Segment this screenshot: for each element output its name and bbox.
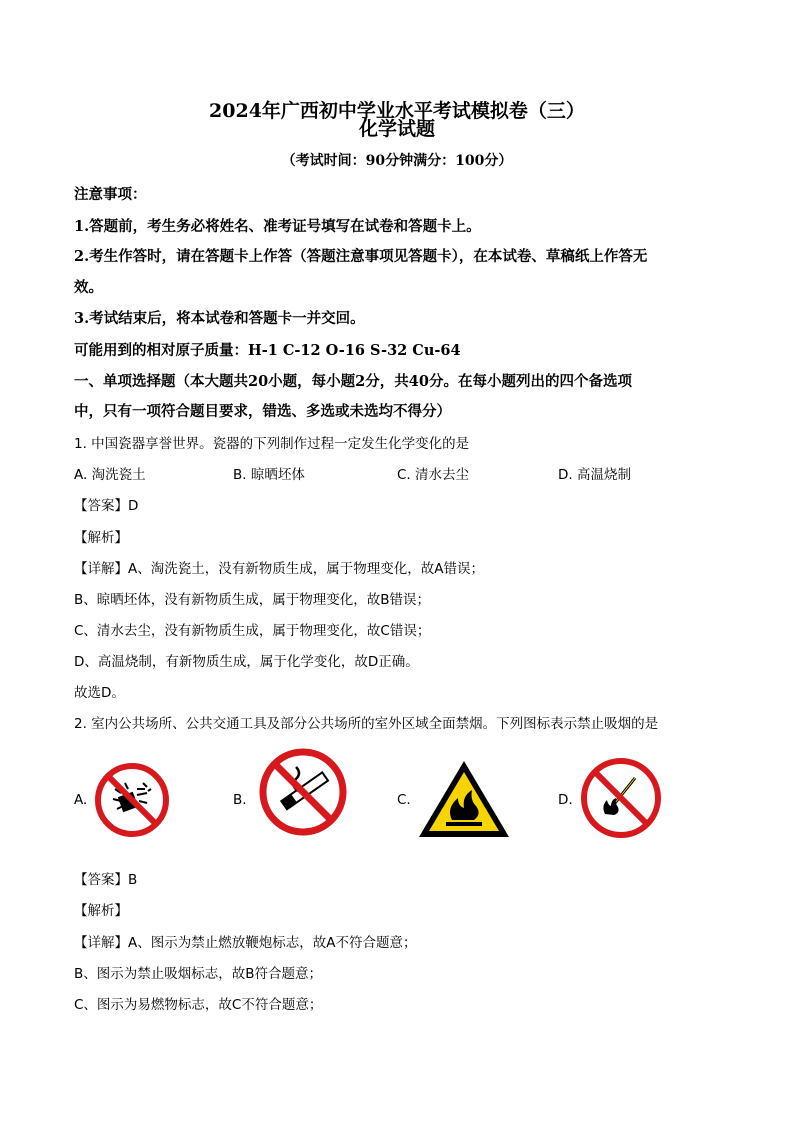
- q1-option-b: B. 晾晒坯体: [233, 467, 305, 483]
- q2-detail-b: B、图示为禁止吸烟标志，故B符合题意；: [74, 966, 323, 982]
- q1-detail: 【详解】A、淘洗瓷土，没有新物质生成，属于物理变化，故A错误；: [74, 561, 484, 577]
- exam-title: 2024年广西初中学业水平考试模拟卷（三）: [209, 100, 585, 122]
- flammable-warning-icon: [416, 758, 512, 840]
- q1-detail-d: D、高温烧制，有新物质生成，属于化学变化，故D正确。: [74, 654, 419, 670]
- atomic-mass: 可能用到的相对原子质量：H-1 C-12 O-16 S-32 Cu-64: [74, 342, 461, 359]
- notice-item-2-cont: 效。: [74, 279, 103, 296]
- notice-item-3: 3.考试结束后，将本试卷和答题卡一并交回。: [74, 310, 365, 327]
- q1-option-d: D. 高温烧制: [558, 467, 631, 483]
- q2-stem: 2. 室内公共场所、公共交通工具及部分公共场所的室外区域全面禁烟。下列图标表示禁止吸烟的是: [74, 716, 659, 732]
- q2-answer: 【答案】B: [74, 872, 138, 888]
- no-smoking-icon: [258, 747, 348, 837]
- no-matches-icon: [579, 756, 663, 840]
- q1-conclusion: 故选D。: [74, 685, 125, 701]
- q1-option-a: A. 淘洗瓷土: [74, 467, 146, 483]
- section-heading: 一、单项选择题（本大题共20小题，每小题2分，共40分。在每小题列出的四个备选项: [74, 373, 632, 390]
- q2-detail-c: C、图示为易燃物标志，故C不符合题意；: [74, 997, 323, 1013]
- q2-option-b: B.: [233, 792, 247, 808]
- exam-info: （考试时间：90分钟满分：100分）: [281, 153, 513, 169]
- q1-answer: 【答案】D: [74, 498, 139, 514]
- q1-analysis: 【解析】: [74, 530, 128, 546]
- q2-option-d: D.: [558, 792, 573, 808]
- exam-subject: 化学试题: [358, 118, 435, 140]
- no-firecrackers-icon: [93, 761, 171, 839]
- notice-item-1: 1.答题前，考生务必将姓名、准考证号填写在试卷和答题卡上。: [74, 218, 481, 235]
- notice-item-2: 2.考生作答时，请在答题卡上作答（答题注意事项见答题卡），在本试卷、草稿纸上作答无: [74, 248, 648, 265]
- q2-analysis: 【解析】: [74, 903, 128, 919]
- q2-option-c: C.: [397, 792, 411, 808]
- q1-stem: 1. 中国瓷器享誉世界。瓷器的下列制作过程一定发生化学变化的是: [74, 436, 470, 452]
- section-heading-cont: 中，只有一项符合题目要求，错选、多选或未选均不得分）: [74, 403, 451, 420]
- q1-detail-c: C、清水去尘，没有新物质生成，属于物理变化，故C错误；: [74, 623, 431, 639]
- q1-option-c: C. 清水去尘: [397, 467, 470, 483]
- q2-detail: 【详解】A、图示为禁止燃放鞭炮标志，故A不符合题意；: [74, 935, 417, 951]
- q1-detail-b: B、晾晒坯体，没有新物质生成，属于物理变化，故B错误；: [74, 592, 431, 608]
- notice-heading: 注意事项：: [74, 186, 147, 203]
- q2-option-a: A.: [74, 792, 88, 808]
